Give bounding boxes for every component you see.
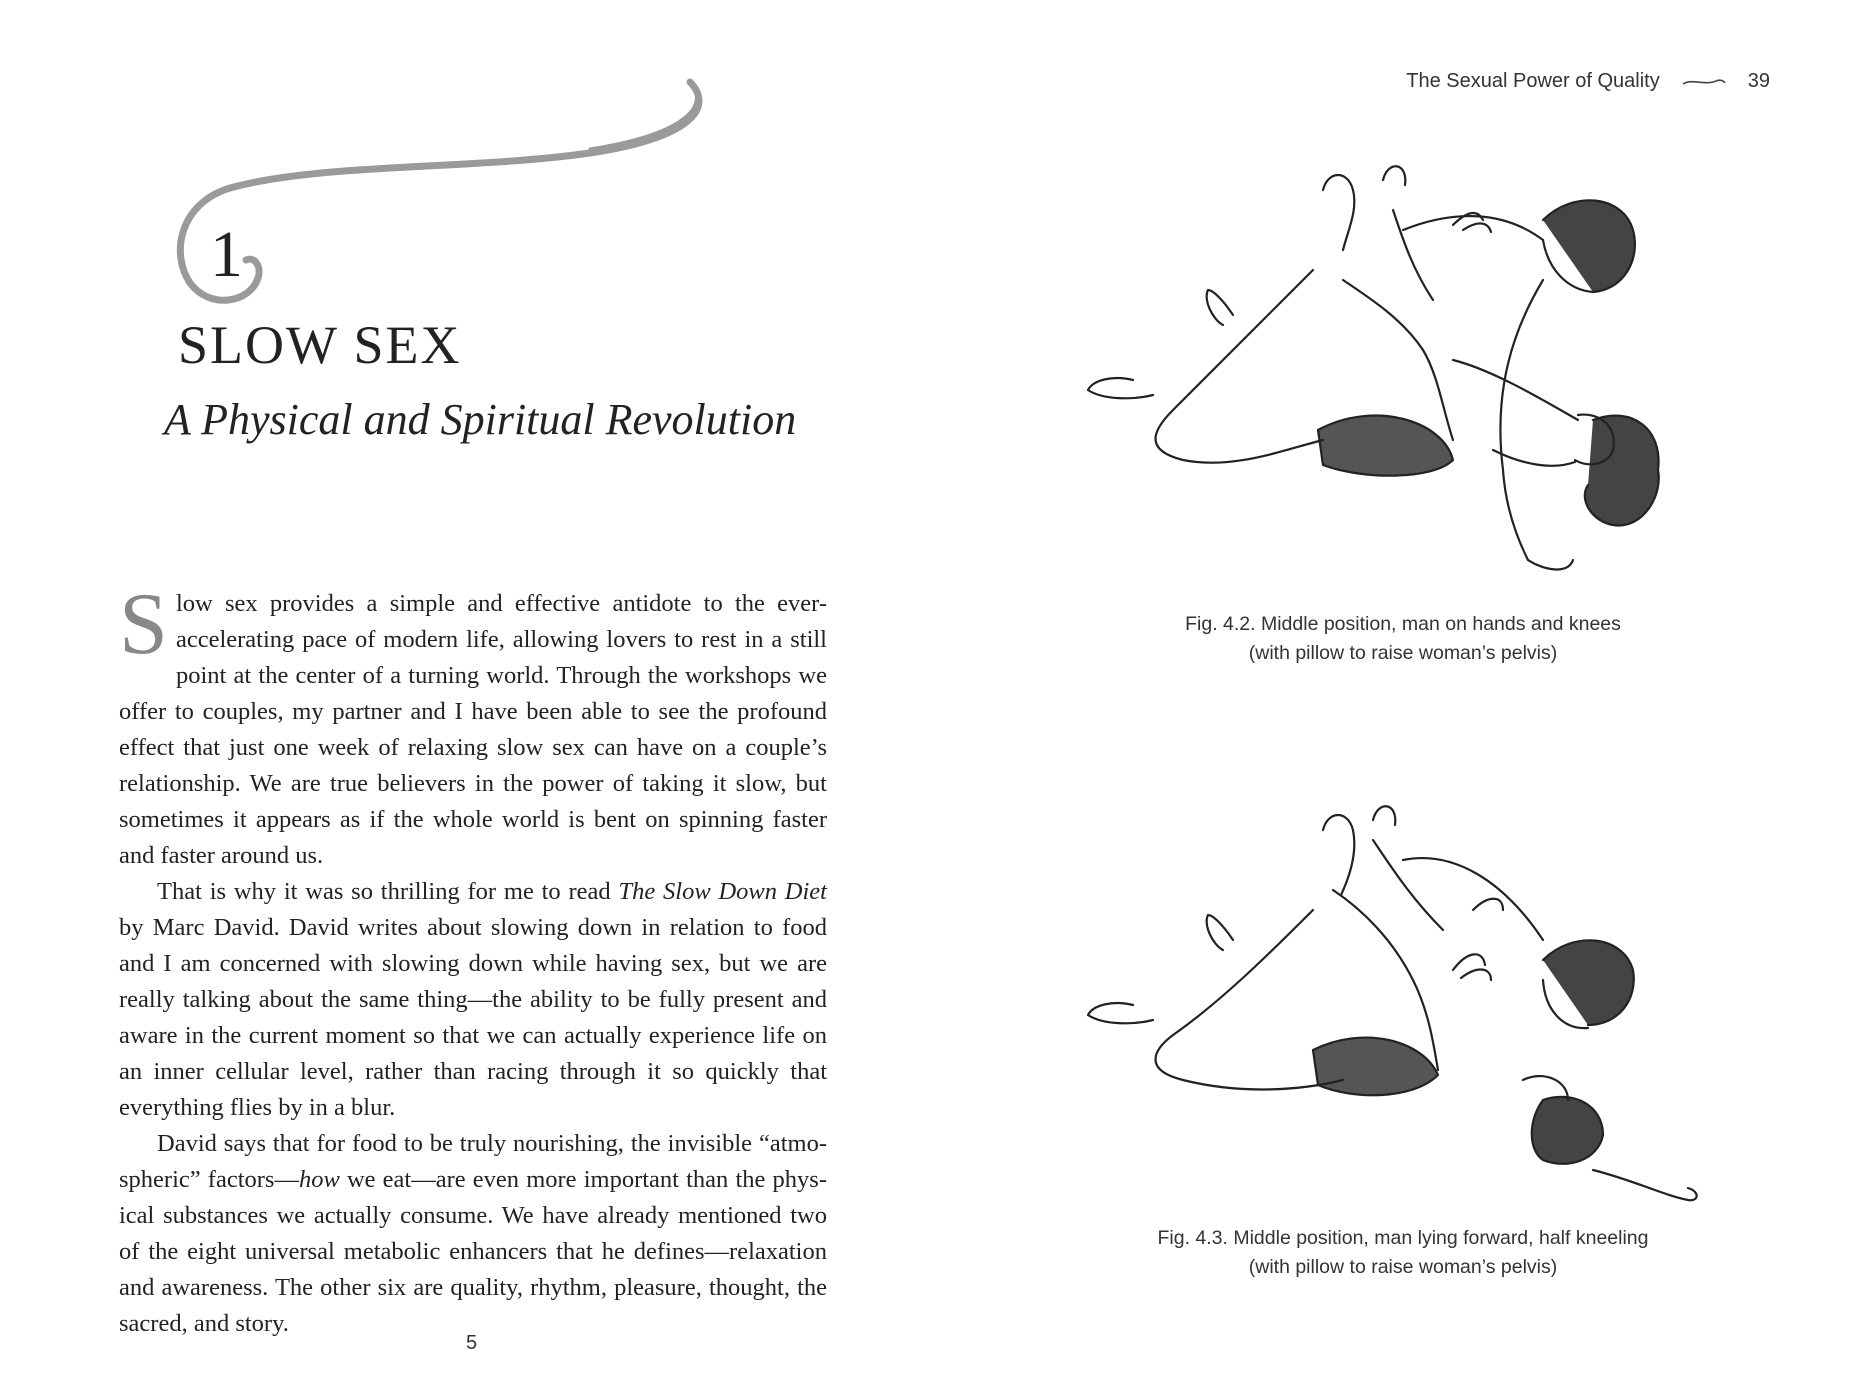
paragraph-2-text-a: That is why it was so thrilling for me to read bbox=[157, 878, 619, 905]
figure-caption-2-line-2: (with pillow to raise woman’s pelvis) bbox=[1248, 1256, 1558, 1278]
figure-caption-1-line-1: Fig. 4.2. Middle position, man on hands and knees bbox=[1185, 613, 1621, 635]
right-page bbox=[933, 0, 1866, 1400]
paragraph-3-text-a: David says that for food to be truly nourishing, the invisible “atmospheric” factors— bbox=[119, 1130, 827, 1193]
running-head-title: The Sexual Power of Quality bbox=[1406, 70, 1660, 92]
figure-caption-1 bbox=[1073, 610, 1733, 668]
figure-illustration-2 bbox=[1073, 800, 1733, 1220]
chapter-subtitle: A Physical and Spiritual Revolution bbox=[164, 395, 797, 444]
line-drawing-couple-2 bbox=[1073, 800, 1733, 1220]
running-head bbox=[1406, 70, 1770, 93]
chapter-swash-ornament bbox=[170, 78, 710, 318]
figure-caption-2-line-1: Fig. 4.3. Middle position, man lying forward, half kneeling bbox=[1157, 1227, 1649, 1249]
running-head-swash bbox=[1682, 76, 1726, 88]
figure-illustration-1 bbox=[1073, 150, 1733, 590]
paragraph-2 bbox=[119, 874, 827, 1126]
emphasis-how: how bbox=[298, 1166, 340, 1193]
paragraph-3-text-b: we eat—are even more important than the physical substances we actually consume. We have already mentioned two of the eight universal metabolic enhancers that he defines—relaxation and awareness. The other six are quality, rhythm, pleasure, thought, the sacred, and story. bbox=[119, 1166, 828, 1337]
book-title: The Slow Down Diet bbox=[618, 878, 827, 905]
paragraph-3 bbox=[119, 1126, 827, 1342]
paragraph-1-text: low sex provides a simple and effective antidote to the ever-accelerating pace of modern life, allowing lovers to rest in a still point at the center of a turning world. Through the workshops we offer to couples, my partner and I have been able to see the profound effect that just one week of relaxing slow sex can have on a couple’s relationship. We are true believers in the power of taking it slow, but sometimes it appears as if the whole world is bent on spinning faster and faster around us. bbox=[119, 590, 827, 869]
drop-cap: S bbox=[119, 576, 168, 673]
body-text bbox=[119, 576, 828, 1342]
page-number-right: 39 bbox=[1747, 70, 1770, 92]
paragraph-1 bbox=[119, 576, 827, 874]
page-number-left: 5 bbox=[466, 1332, 478, 1354]
chapter-title: SLOW SEX bbox=[178, 315, 462, 375]
chapter-number: 1 bbox=[210, 218, 243, 291]
figure-caption-1-line-2: (with pillow to raise woman’s pelvis) bbox=[1248, 642, 1558, 664]
paragraph-2-text-b: by Marc David. David writes about slowing down in relation to food and I am concerned with slowing down while having sex, but we are really talking about the same thing—the ability to be fully present and aware in the current moment so that we can actually experience life on an inner cellular level, rather than racing through it so quickly that everything flies by in a blur. bbox=[119, 914, 827, 1121]
line-drawing-couple-1 bbox=[1073, 150, 1733, 590]
figure-caption-2 bbox=[1073, 1224, 1733, 1282]
